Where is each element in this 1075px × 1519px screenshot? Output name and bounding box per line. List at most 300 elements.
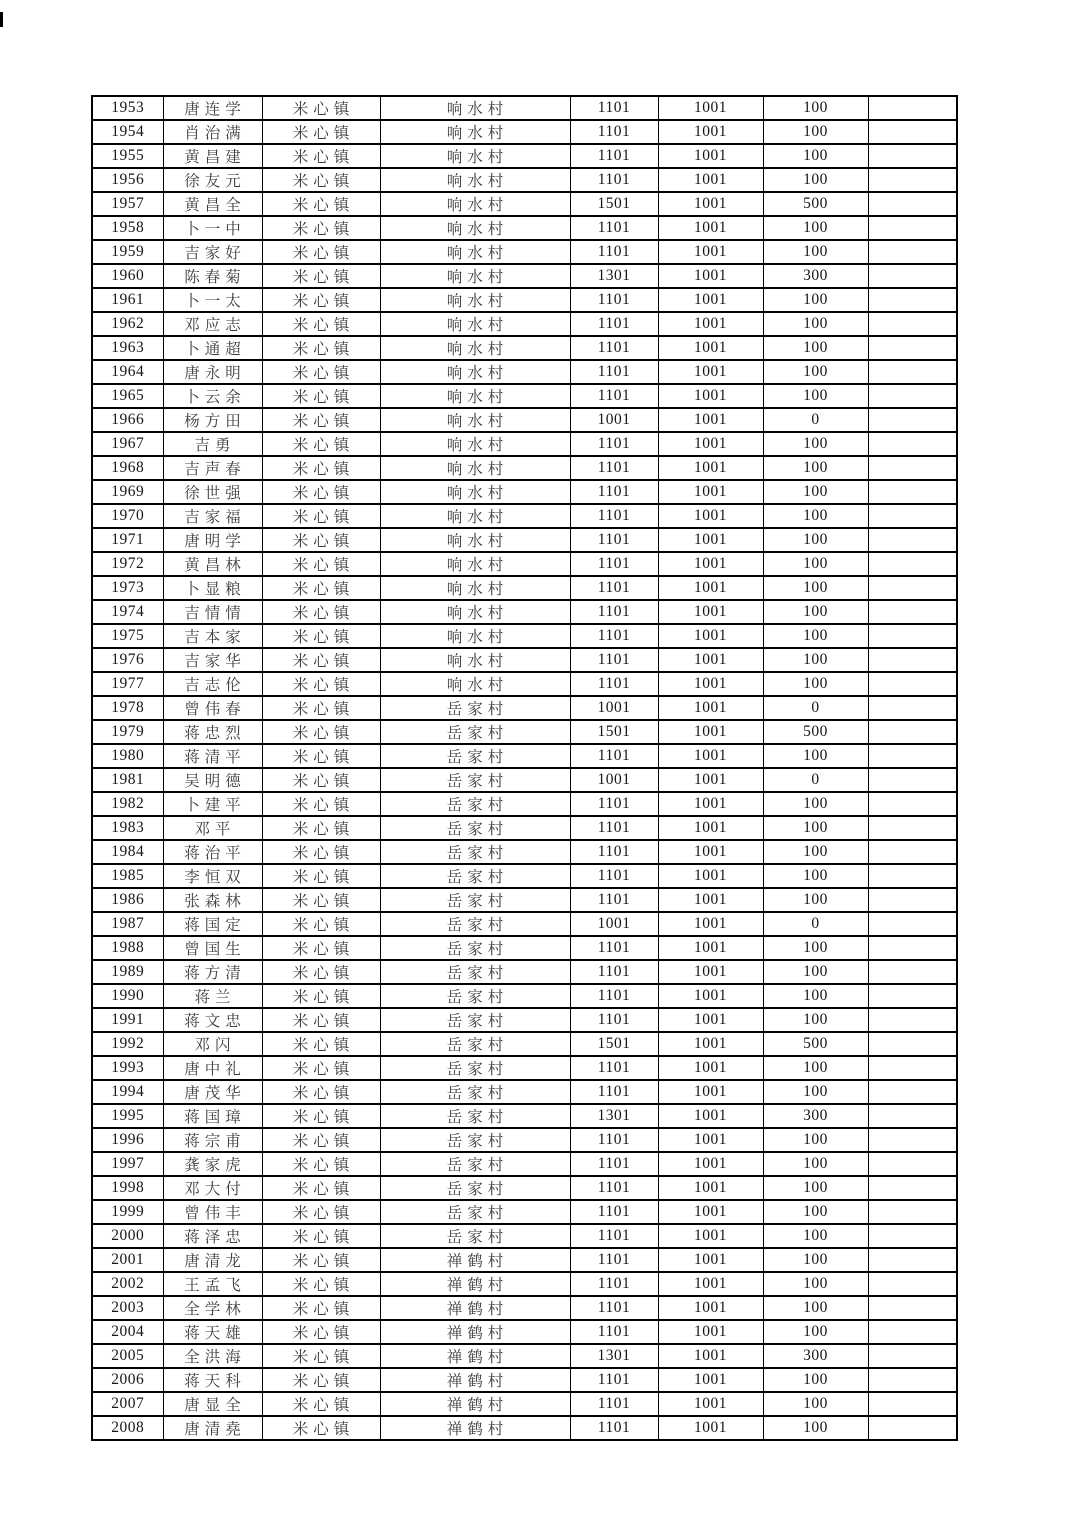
cell-village: 响水村 [380, 384, 570, 408]
cell-village: 岳家村 [380, 1056, 570, 1080]
cell-person-name: 全学林 [163, 1296, 262, 1320]
cell-blank [868, 552, 957, 576]
cell-person-name: 黄昌全 [163, 192, 262, 216]
cell-village: 响水村 [380, 648, 570, 672]
cell-blank [868, 720, 957, 744]
cell-code-a: 1101 [570, 1320, 658, 1344]
cell-blank [868, 1368, 957, 1392]
cell-blank [868, 600, 957, 624]
cell-village: 岳家村 [380, 936, 570, 960]
cell-code-a: 1001 [570, 768, 658, 792]
cell-village: 响水村 [380, 408, 570, 432]
cell-village: 岳家村 [380, 1032, 570, 1056]
cell-serial-number: 1956 [92, 168, 163, 192]
cell-code-a: 1101 [570, 120, 658, 144]
table-row [92, 984, 957, 1008]
cell-town: 米心镇 [262, 960, 380, 984]
cell-blank [868, 504, 957, 528]
cell-blank [868, 432, 957, 456]
cell-village: 岳家村 [380, 744, 570, 768]
cell-person-name: 蒋忠烈 [163, 720, 262, 744]
table-row [92, 624, 957, 648]
cell-code-b: 1001 [658, 768, 763, 792]
cell-person-name: 卜通超 [163, 336, 262, 360]
table-row [92, 504, 957, 528]
cell-village: 岳家村 [380, 864, 570, 888]
cell-person-name: 吉勇 [163, 432, 262, 456]
cell-person-name: 唐中礼 [163, 1056, 262, 1080]
cell-person-name: 吉声春 [163, 456, 262, 480]
cell-code-b: 1001 [658, 936, 763, 960]
table-row [92, 960, 957, 984]
cell-town: 米心镇 [262, 576, 380, 600]
table-row [92, 600, 957, 624]
cell-code-b: 1001 [658, 1416, 763, 1440]
cell-code-a: 1101 [570, 840, 658, 864]
cell-person-name: 王孟飞 [163, 1272, 262, 1296]
cell-town: 米心镇 [262, 288, 380, 312]
cell-amount: 100 [763, 1320, 868, 1344]
cell-person-name: 邓闪 [163, 1032, 262, 1056]
cell-blank [868, 816, 957, 840]
cell-town: 米心镇 [262, 1272, 380, 1296]
cell-serial-number: 1983 [92, 816, 163, 840]
cell-amount: 100 [763, 960, 868, 984]
cell-code-a: 1101 [570, 456, 658, 480]
cell-code-a: 1101 [570, 864, 658, 888]
table-row [92, 1344, 957, 1368]
cell-serial-number: 1989 [92, 960, 163, 984]
cell-blank [868, 696, 957, 720]
cell-serial-number: 1975 [92, 624, 163, 648]
cell-code-b: 1001 [658, 912, 763, 936]
cell-amount: 100 [763, 600, 868, 624]
cell-amount: 100 [763, 432, 868, 456]
cell-code-a: 1101 [570, 816, 658, 840]
cell-code-a: 1101 [570, 1080, 658, 1104]
cell-code-b: 1001 [658, 1392, 763, 1416]
cell-person-name: 曾伟丰 [163, 1200, 262, 1224]
cell-amount: 100 [763, 1080, 868, 1104]
cell-code-b: 1001 [658, 96, 763, 120]
cell-amount: 100 [763, 144, 868, 168]
cell-blank [868, 1104, 957, 1128]
cell-blank [868, 168, 957, 192]
cell-person-name: 卜建平 [163, 792, 262, 816]
cell-code-a: 1001 [570, 912, 658, 936]
cell-town: 米心镇 [262, 408, 380, 432]
cell-amount: 100 [763, 1008, 868, 1032]
cell-code-a: 1101 [570, 288, 658, 312]
cell-serial-number: 1985 [92, 864, 163, 888]
cell-amount: 100 [763, 168, 868, 192]
cell-amount: 300 [763, 1344, 868, 1368]
cell-village: 禅鹤村 [380, 1296, 570, 1320]
cell-town: 米心镇 [262, 1104, 380, 1128]
cell-town: 米心镇 [262, 360, 380, 384]
cell-amount: 0 [763, 408, 868, 432]
cell-code-a: 1101 [570, 168, 658, 192]
cell-code-b: 1001 [658, 528, 763, 552]
table-row [92, 1152, 957, 1176]
cell-code-a: 1101 [570, 1368, 658, 1392]
cell-code-b: 1001 [658, 744, 763, 768]
cell-village: 响水村 [380, 144, 570, 168]
cell-person-name: 蒋治平 [163, 840, 262, 864]
cell-code-b: 1001 [658, 216, 763, 240]
cell-serial-number: 1982 [92, 792, 163, 816]
table-row [92, 384, 957, 408]
cell-town: 米心镇 [262, 1344, 380, 1368]
cell-amount: 100 [763, 96, 868, 120]
cell-code-a: 1101 [570, 1248, 658, 1272]
cell-code-b: 1001 [658, 120, 763, 144]
cell-serial-number: 1984 [92, 840, 163, 864]
cell-code-a: 1101 [570, 648, 658, 672]
cell-person-name: 蒋文忠 [163, 1008, 262, 1032]
cell-code-a: 1101 [570, 528, 658, 552]
cell-village: 响水村 [380, 456, 570, 480]
table-row [92, 864, 957, 888]
cell-person-name: 龚家虎 [163, 1152, 262, 1176]
cell-code-a: 1101 [570, 960, 658, 984]
cell-person-name: 杨方田 [163, 408, 262, 432]
table-row [92, 1176, 957, 1200]
cell-serial-number: 2001 [92, 1248, 163, 1272]
cell-blank [868, 888, 957, 912]
cell-code-b: 1001 [658, 672, 763, 696]
cell-person-name: 卜一中 [163, 216, 262, 240]
cell-town: 米心镇 [262, 1032, 380, 1056]
table-row [92, 120, 957, 144]
cell-town: 米心镇 [262, 168, 380, 192]
table-row [92, 1104, 957, 1128]
cell-code-a: 1101 [570, 504, 658, 528]
cell-person-name: 徐世强 [163, 480, 262, 504]
cell-blank [868, 744, 957, 768]
cell-person-name: 吉志伦 [163, 672, 262, 696]
cell-code-a: 1001 [570, 696, 658, 720]
cell-amount: 100 [763, 792, 868, 816]
table-row [92, 144, 957, 168]
cell-code-b: 1001 [658, 576, 763, 600]
cell-town: 米心镇 [262, 1368, 380, 1392]
table-row [92, 456, 957, 480]
cell-code-b: 1001 [658, 432, 763, 456]
cell-village: 禅鹤村 [380, 1416, 570, 1440]
table-row [92, 432, 957, 456]
cell-code-b: 1001 [658, 1272, 763, 1296]
cell-amount: 100 [763, 288, 868, 312]
cell-village: 响水村 [380, 576, 570, 600]
cell-code-a: 1101 [570, 984, 658, 1008]
cell-amount: 100 [763, 1056, 868, 1080]
cell-code-b: 1001 [658, 168, 763, 192]
cell-code-b: 1001 [658, 480, 763, 504]
cell-serial-number: 2003 [92, 1296, 163, 1320]
cell-amount: 100 [763, 1224, 868, 1248]
cell-code-b: 1001 [658, 984, 763, 1008]
cell-town: 米心镇 [262, 984, 380, 1008]
cell-village: 响水村 [380, 264, 570, 288]
cell-code-b: 1001 [658, 696, 763, 720]
cell-amount: 500 [763, 192, 868, 216]
cell-amount: 100 [763, 216, 868, 240]
cell-amount: 100 [763, 936, 868, 960]
cell-code-b: 1001 [658, 720, 763, 744]
cell-person-name: 邓平 [163, 816, 262, 840]
cell-amount: 0 [763, 912, 868, 936]
cell-town: 米心镇 [262, 864, 380, 888]
cell-code-b: 1001 [658, 816, 763, 840]
cell-village: 岳家村 [380, 792, 570, 816]
cell-amount: 100 [763, 648, 868, 672]
table-row [92, 240, 957, 264]
cell-serial-number: 1988 [92, 936, 163, 960]
cell-blank [868, 1392, 957, 1416]
cell-village: 响水村 [380, 480, 570, 504]
cell-blank [868, 1008, 957, 1032]
cell-town: 米心镇 [262, 1008, 380, 1032]
cell-code-a: 1101 [570, 1272, 658, 1296]
cell-blank [868, 624, 957, 648]
cell-town: 米心镇 [262, 480, 380, 504]
cell-blank [868, 240, 957, 264]
cell-serial-number: 1987 [92, 912, 163, 936]
cell-serial-number: 1986 [92, 888, 163, 912]
cell-person-name: 黄昌林 [163, 552, 262, 576]
cell-town: 米心镇 [262, 720, 380, 744]
cell-village: 响水村 [380, 336, 570, 360]
cell-village: 岳家村 [380, 960, 570, 984]
table-row [92, 1200, 957, 1224]
cell-town: 米心镇 [262, 792, 380, 816]
cell-village: 岳家村 [380, 1224, 570, 1248]
table-row [92, 840, 957, 864]
cell-village: 响水村 [380, 216, 570, 240]
cell-person-name: 曾国生 [163, 936, 262, 960]
cell-town: 米心镇 [262, 216, 380, 240]
cell-village: 响水村 [380, 288, 570, 312]
cell-code-b: 1001 [658, 456, 763, 480]
table-row [92, 1296, 957, 1320]
cell-code-a: 1101 [570, 96, 658, 120]
cell-town: 米心镇 [262, 1248, 380, 1272]
cell-serial-number: 1969 [92, 480, 163, 504]
cell-blank [868, 360, 957, 384]
cell-code-b: 1001 [658, 312, 763, 336]
cell-blank [868, 984, 957, 1008]
cell-code-a: 1101 [570, 624, 658, 648]
cell-blank [868, 768, 957, 792]
cell-serial-number: 2004 [92, 1320, 163, 1344]
cell-code-b: 1001 [658, 1008, 763, 1032]
table-row [92, 1008, 957, 1032]
cell-serial-number: 1954 [92, 120, 163, 144]
cell-blank [868, 1032, 957, 1056]
cell-code-a: 1301 [570, 1344, 658, 1368]
cell-person-name: 黄昌建 [163, 144, 262, 168]
table-row [92, 1320, 957, 1344]
cell-code-a: 1101 [570, 1152, 658, 1176]
cell-town: 米心镇 [262, 432, 380, 456]
cell-blank [868, 1128, 957, 1152]
cell-serial-number: 1995 [92, 1104, 163, 1128]
cell-town: 米心镇 [262, 1320, 380, 1344]
table-row [92, 1224, 957, 1248]
cell-blank [868, 864, 957, 888]
cell-town: 米心镇 [262, 240, 380, 264]
cell-person-name: 蒋国璋 [163, 1104, 262, 1128]
cell-serial-number: 1963 [92, 336, 163, 360]
cell-village: 响水村 [380, 552, 570, 576]
cell-code-b: 1001 [658, 888, 763, 912]
cell-town: 米心镇 [262, 1152, 380, 1176]
cell-blank [868, 336, 957, 360]
cell-person-name: 唐清龙 [163, 1248, 262, 1272]
table-row [92, 648, 957, 672]
cell-amount: 100 [763, 1128, 868, 1152]
cell-village: 岳家村 [380, 696, 570, 720]
cell-amount: 100 [763, 552, 868, 576]
cell-town: 米心镇 [262, 1176, 380, 1200]
cell-code-a: 1301 [570, 264, 658, 288]
cell-blank [868, 408, 957, 432]
cell-person-name: 张森林 [163, 888, 262, 912]
cell-code-a: 1101 [570, 480, 658, 504]
cell-code-b: 1001 [658, 1056, 763, 1080]
cell-village: 岳家村 [380, 720, 570, 744]
table-row [92, 1368, 957, 1392]
cell-code-a: 1101 [570, 576, 658, 600]
cell-amount: 100 [763, 1272, 868, 1296]
cell-code-b: 1001 [658, 1200, 763, 1224]
cell-amount: 500 [763, 1032, 868, 1056]
cell-code-b: 1001 [658, 192, 763, 216]
cell-person-name: 邓大付 [163, 1176, 262, 1200]
cell-person-name: 肖治满 [163, 120, 262, 144]
table-row [92, 1032, 957, 1056]
cell-code-a: 1101 [570, 936, 658, 960]
cell-code-b: 1001 [658, 864, 763, 888]
cell-blank [868, 96, 957, 120]
table-row [92, 1248, 957, 1272]
cell-code-b: 1001 [658, 1176, 763, 1200]
cell-amount: 100 [763, 1416, 868, 1440]
cell-serial-number: 1997 [92, 1152, 163, 1176]
cell-blank [868, 1224, 957, 1248]
cell-blank [868, 576, 957, 600]
cell-code-b: 1001 [658, 1104, 763, 1128]
cell-amount: 0 [763, 696, 868, 720]
cell-code-a: 1101 [570, 312, 658, 336]
cell-village: 响水村 [380, 600, 570, 624]
cell-town: 米心镇 [262, 888, 380, 912]
cell-village: 岳家村 [380, 888, 570, 912]
cell-person-name: 卜一太 [163, 288, 262, 312]
cell-serial-number: 1957 [92, 192, 163, 216]
cell-serial-number: 1953 [92, 96, 163, 120]
cell-amount: 100 [763, 384, 868, 408]
cell-code-b: 1001 [658, 648, 763, 672]
cell-serial-number: 1980 [92, 744, 163, 768]
cell-town: 米心镇 [262, 840, 380, 864]
cell-amount: 100 [763, 840, 868, 864]
cell-amount: 100 [763, 336, 868, 360]
cell-amount: 100 [763, 240, 868, 264]
cell-person-name: 唐清堯 [163, 1416, 262, 1440]
table-row [92, 720, 957, 744]
cell-village: 禅鹤村 [380, 1368, 570, 1392]
cell-village: 响水村 [380, 120, 570, 144]
cell-blank [868, 1248, 957, 1272]
cell-code-b: 1001 [658, 1296, 763, 1320]
cell-amount: 100 [763, 624, 868, 648]
table-row [92, 1416, 957, 1440]
cell-code-a: 1101 [570, 672, 658, 696]
cell-code-b: 1001 [658, 840, 763, 864]
cell-code-a: 1101 [570, 1416, 658, 1440]
cell-blank [868, 312, 957, 336]
cell-blank [868, 960, 957, 984]
cell-blank [868, 288, 957, 312]
cell-code-a: 1101 [570, 1392, 658, 1416]
cell-blank [868, 480, 957, 504]
cell-village: 响水村 [380, 312, 570, 336]
cell-amount: 100 [763, 312, 868, 336]
cell-serial-number: 1964 [92, 360, 163, 384]
cell-town: 米心镇 [262, 144, 380, 168]
cell-code-b: 1001 [658, 1320, 763, 1344]
cell-person-name: 蒋天雄 [163, 1320, 262, 1344]
cell-town: 米心镇 [262, 504, 380, 528]
cell-village: 禅鹤村 [380, 1248, 570, 1272]
cell-village: 响水村 [380, 624, 570, 648]
cell-code-a: 1501 [570, 1032, 658, 1056]
cell-village: 岳家村 [380, 1176, 570, 1200]
table-row [92, 192, 957, 216]
cell-village: 响水村 [380, 192, 570, 216]
cell-amount: 100 [763, 672, 868, 696]
cell-amount: 100 [763, 504, 868, 528]
cell-code-b: 1001 [658, 624, 763, 648]
cell-blank [868, 264, 957, 288]
cell-town: 米心镇 [262, 192, 380, 216]
cell-person-name: 吉本家 [163, 624, 262, 648]
cell-person-name: 吉家福 [163, 504, 262, 528]
cell-person-name: 卜显粮 [163, 576, 262, 600]
cell-code-b: 1001 [658, 792, 763, 816]
cell-amount: 300 [763, 264, 868, 288]
cell-serial-number: 1977 [92, 672, 163, 696]
cell-code-b: 1001 [658, 1080, 763, 1104]
cell-amount: 100 [763, 816, 868, 840]
cell-blank [868, 1152, 957, 1176]
cell-serial-number: 2006 [92, 1368, 163, 1392]
cell-person-name: 唐显全 [163, 1392, 262, 1416]
cell-person-name: 吉家华 [163, 648, 262, 672]
cell-code-a: 1101 [570, 1176, 658, 1200]
cell-serial-number: 1994 [92, 1080, 163, 1104]
cell-person-name: 蒋天科 [163, 1368, 262, 1392]
cell-serial-number: 1961 [92, 288, 163, 312]
cell-code-b: 1001 [658, 264, 763, 288]
cell-person-name: 蒋清平 [163, 744, 262, 768]
cell-amount: 300 [763, 1104, 868, 1128]
cell-code-a: 1101 [570, 240, 658, 264]
cell-town: 米心镇 [262, 312, 380, 336]
cell-blank [868, 912, 957, 936]
